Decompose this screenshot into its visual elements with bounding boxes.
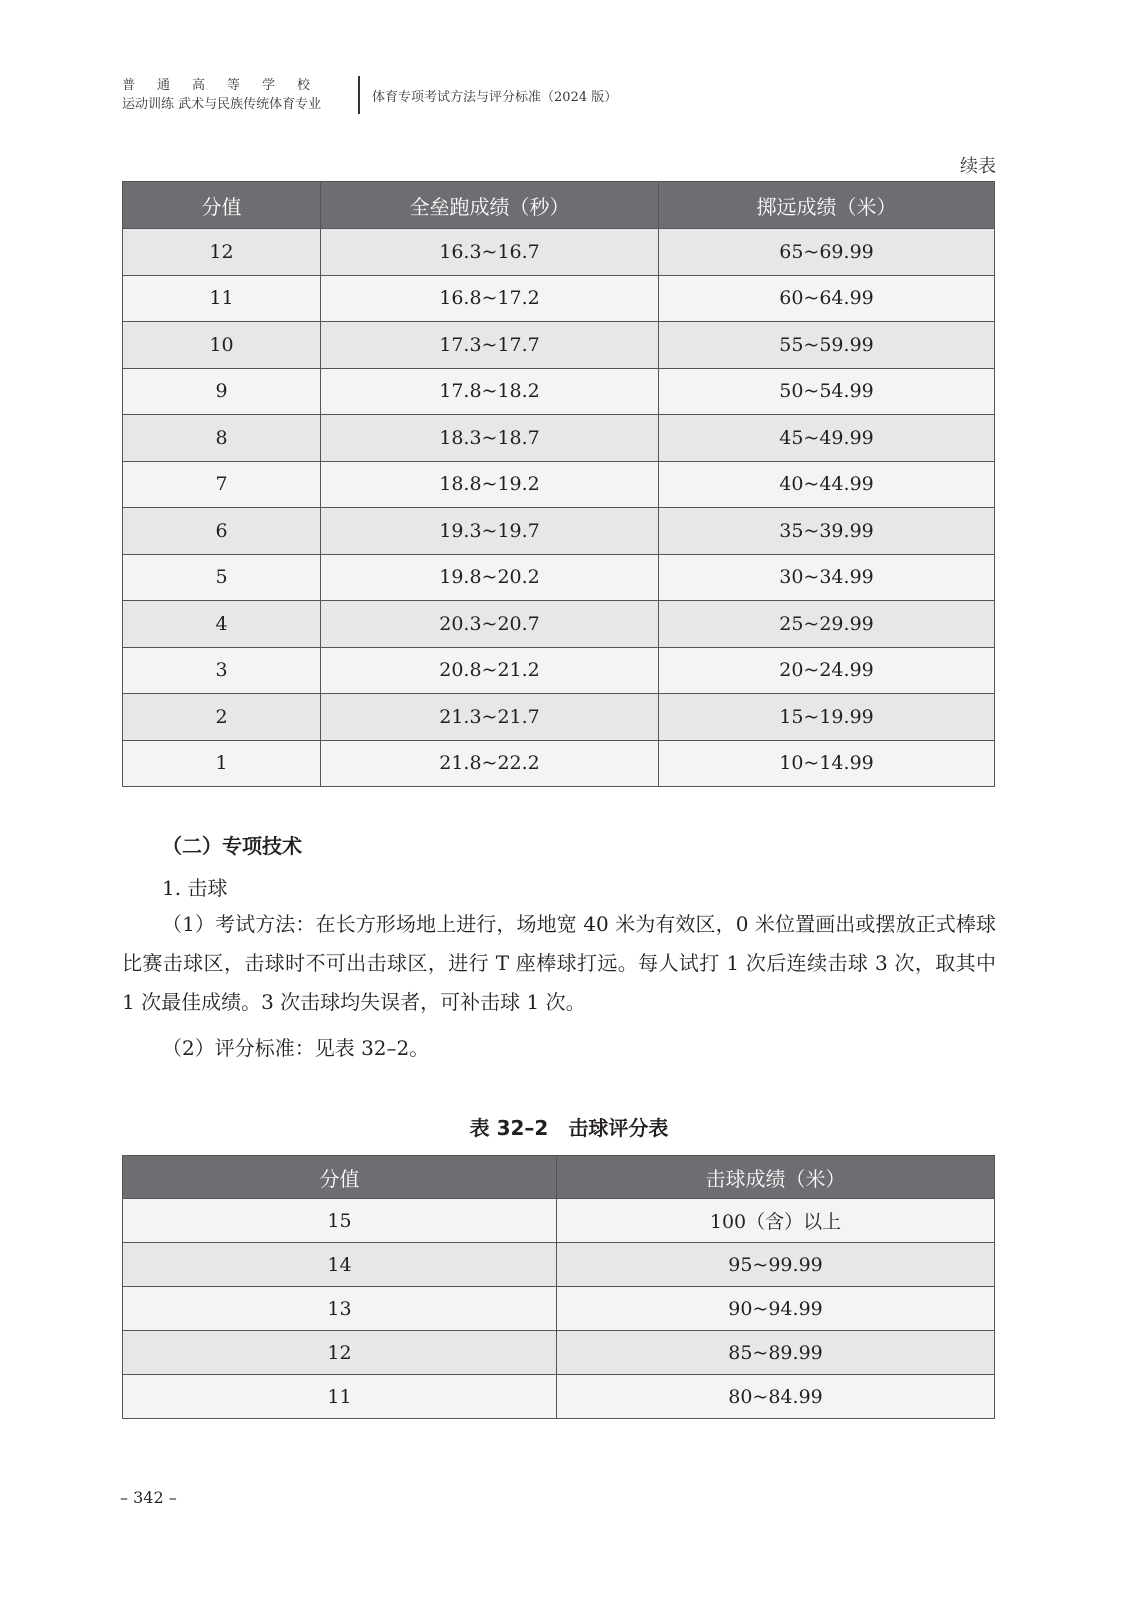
test-method-paragraph: （1）考试方法：在长方形场地上进行，场地宽 40 米为有效区，0 米位置画出或摆放正式棒球比赛击球区，击球时不可出击球区，进行 T 座棒球打远。每人试打 1 次后连续击球 3 次，取其中 1 次最佳成绩。3 次击球均失误者，可补击球 1 次。 <box>122 912 996 1014</box>
table-cell: 45~49.99 <box>659 415 995 462</box>
table-cell: 15~19.99 <box>659 694 995 741</box>
table-cell: 18.3~18.7 <box>321 415 659 462</box>
header-major: 运动训练 武术与民族传统体育专业 <box>122 97 322 112</box>
table-header-row <box>123 1156 995 1199</box>
table-row <box>123 1199 995 1243</box>
table-row <box>123 1375 995 1419</box>
header-cell-batting-distance: 击球成绩（米） <box>557 1156 995 1199</box>
table-cell: 20.3~20.7 <box>321 601 659 648</box>
table-row <box>123 740 995 787</box>
header-left-block <box>122 76 342 114</box>
scoring-standard-paragraph: （2）评分标准：见表 32–2。 <box>162 1036 430 1060</box>
table-row <box>123 554 995 601</box>
score-table-batting <box>122 1155 995 1419</box>
table-row <box>123 229 995 276</box>
table-cell: 3 <box>123 647 321 694</box>
table-cell: 11 <box>123 1375 557 1419</box>
table-cell: 16.3~16.7 <box>321 229 659 276</box>
table-cell: 19.8~20.2 <box>321 554 659 601</box>
table-cell: 17.8~18.2 <box>321 368 659 415</box>
table-row <box>123 1243 995 1287</box>
table-cell: 20.8~21.2 <box>321 647 659 694</box>
table-cell: 17.3~17.7 <box>321 322 659 369</box>
table-caption: 表 32–2 击球评分表 <box>469 1116 669 1140</box>
table-cell: 21.3~21.7 <box>321 694 659 741</box>
table-row <box>123 322 995 369</box>
table-body <box>123 229 995 787</box>
table-cell: 20~24.99 <box>659 647 995 694</box>
table-cell: 7 <box>123 461 321 508</box>
table-cell: 12 <box>123 1331 557 1375</box>
table-cell: 100（含）以上 <box>557 1199 995 1243</box>
table-cell: 8 <box>123 415 321 462</box>
table-cell: 90~94.99 <box>557 1287 995 1331</box>
table-cell: 9 <box>123 368 321 415</box>
table-row <box>123 368 995 415</box>
page-number: – 342 – <box>120 1488 177 1507</box>
header-cell-throw-distance: 掷远成绩（米） <box>659 182 995 229</box>
table-cell: 2 <box>123 694 321 741</box>
continued-label: 续表 <box>960 156 996 177</box>
table-cell: 6 <box>123 508 321 555</box>
table-row <box>123 694 995 741</box>
table-row <box>123 1331 995 1375</box>
table-cell: 95~99.99 <box>557 1243 995 1287</box>
table-row <box>123 415 995 462</box>
table-cell: 10~14.99 <box>659 740 995 787</box>
table-row <box>123 275 995 322</box>
table-cell: 80~84.99 <box>557 1375 995 1419</box>
table-body <box>123 1199 995 1419</box>
table-cell: 14 <box>123 1243 557 1287</box>
table-cell: 55~59.99 <box>659 322 995 369</box>
table-cell: 11 <box>123 275 321 322</box>
table-cell: 30~34.99 <box>659 554 995 601</box>
table-cell: 60~64.99 <box>659 275 995 322</box>
table-cell: 25~29.99 <box>659 601 995 648</box>
table-cell: 15 <box>123 1199 557 1243</box>
table-cell: 40~44.99 <box>659 461 995 508</box>
table-cell: 5 <box>123 554 321 601</box>
table-cell: 12 <box>123 229 321 276</box>
subsection-title: 1. 击球 <box>162 876 228 900</box>
score-table-running-throwing <box>122 181 995 787</box>
header-cell-run-time: 全垒跑成绩（秒） <box>321 182 659 229</box>
table-cell: 50~54.99 <box>659 368 995 415</box>
header-school: 普通高等学校 <box>122 78 333 93</box>
table-cell: 13 <box>123 1287 557 1331</box>
header-cell-score: 分值 <box>123 182 321 229</box>
header-divider <box>358 76 360 114</box>
table-row <box>123 461 995 508</box>
table-cell: 10 <box>123 322 321 369</box>
table-cell: 21.8~22.2 <box>321 740 659 787</box>
table-cell: 16.8~17.2 <box>321 275 659 322</box>
table-cell: 85~89.99 <box>557 1331 995 1375</box>
header-cell-score: 分值 <box>123 1156 557 1199</box>
section-title: （二）专项技术 <box>162 834 302 858</box>
table-row <box>123 1287 995 1331</box>
header-book-title: 体育专项考试方法与评分标准（2024 版） <box>372 90 618 105</box>
table-header-row <box>123 182 995 229</box>
table-cell: 65~69.99 <box>659 229 995 276</box>
table-row <box>123 508 995 555</box>
table-row <box>123 601 995 648</box>
table-cell: 4 <box>123 601 321 648</box>
table-cell: 19.3~19.7 <box>321 508 659 555</box>
table-row <box>123 647 995 694</box>
table-cell: 35~39.99 <box>659 508 995 555</box>
table-cell: 1 <box>123 740 321 787</box>
table-cell: 18.8~19.2 <box>321 461 659 508</box>
